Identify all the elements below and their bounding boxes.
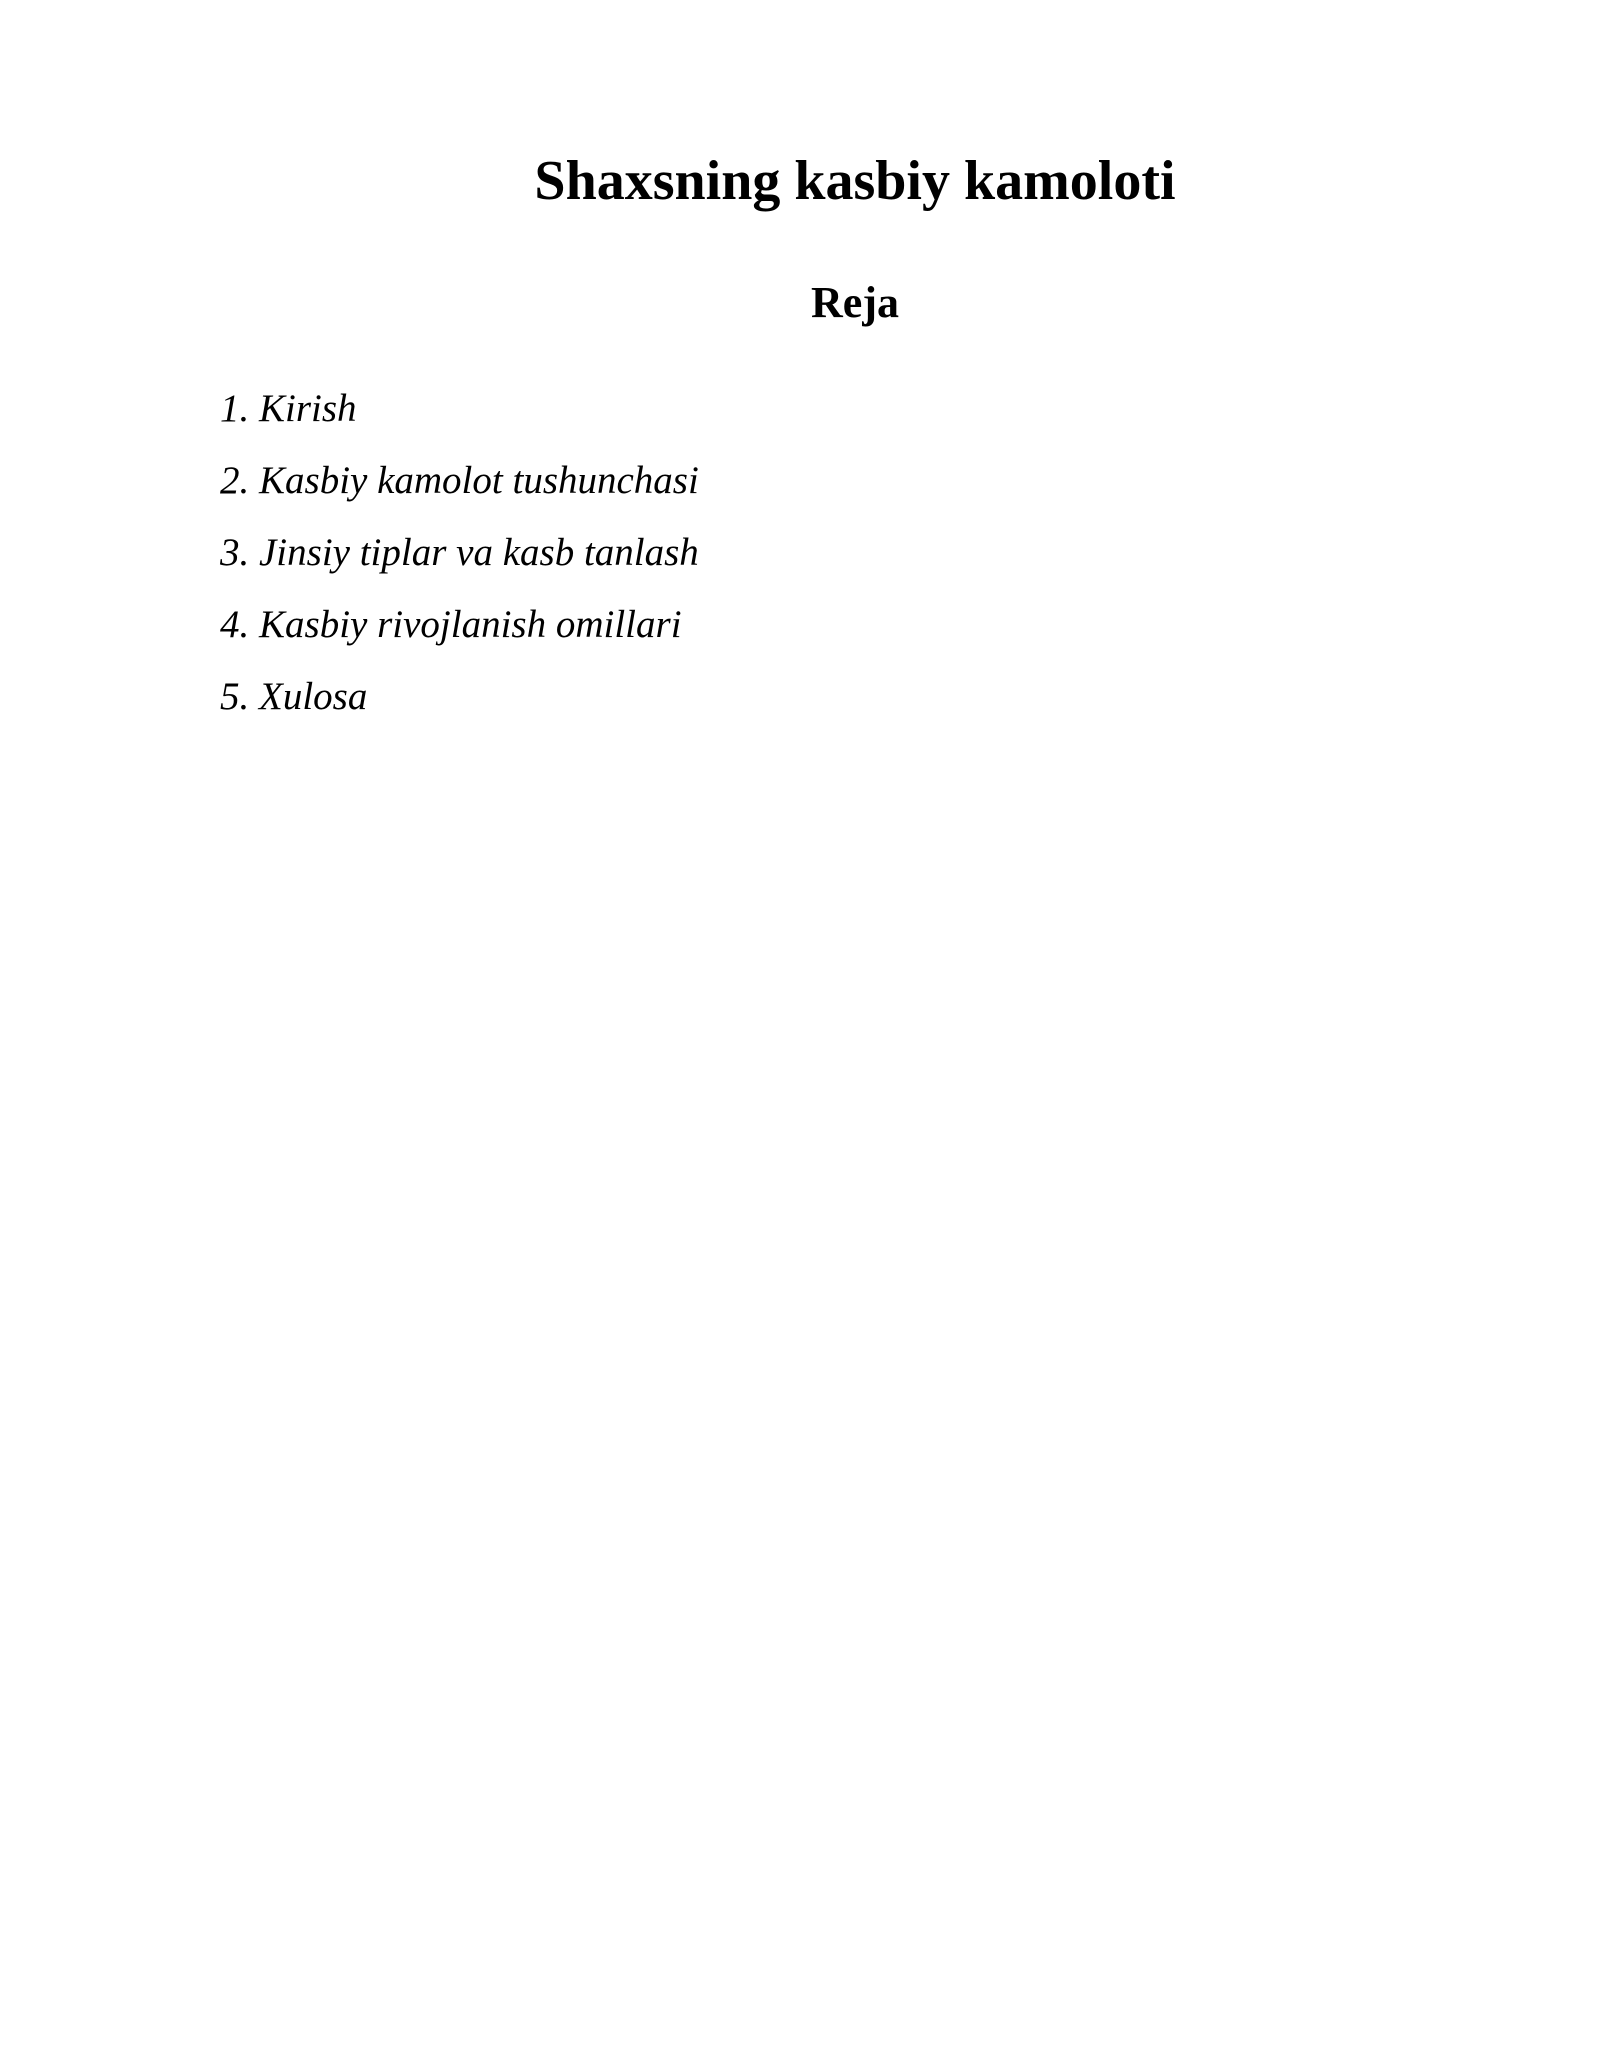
plan-list xyxy=(220,386,699,746)
plan-heading: Reja xyxy=(811,278,899,327)
plan-item-2: 2. Kasbiy kamolot tushunchasi xyxy=(220,459,699,502)
plan-item-4: 4. Kasbiy rivojlanish omillari xyxy=(220,603,682,646)
document-title: Shaxsning kasbiy kamoloti xyxy=(534,150,1176,212)
plan-item-5: 5. Xulosa xyxy=(220,675,368,718)
plan-item-3: 3. Jinsiy tiplar va kasb tanlash xyxy=(220,531,699,574)
plan-item-1: 1. Kirish xyxy=(220,387,357,430)
